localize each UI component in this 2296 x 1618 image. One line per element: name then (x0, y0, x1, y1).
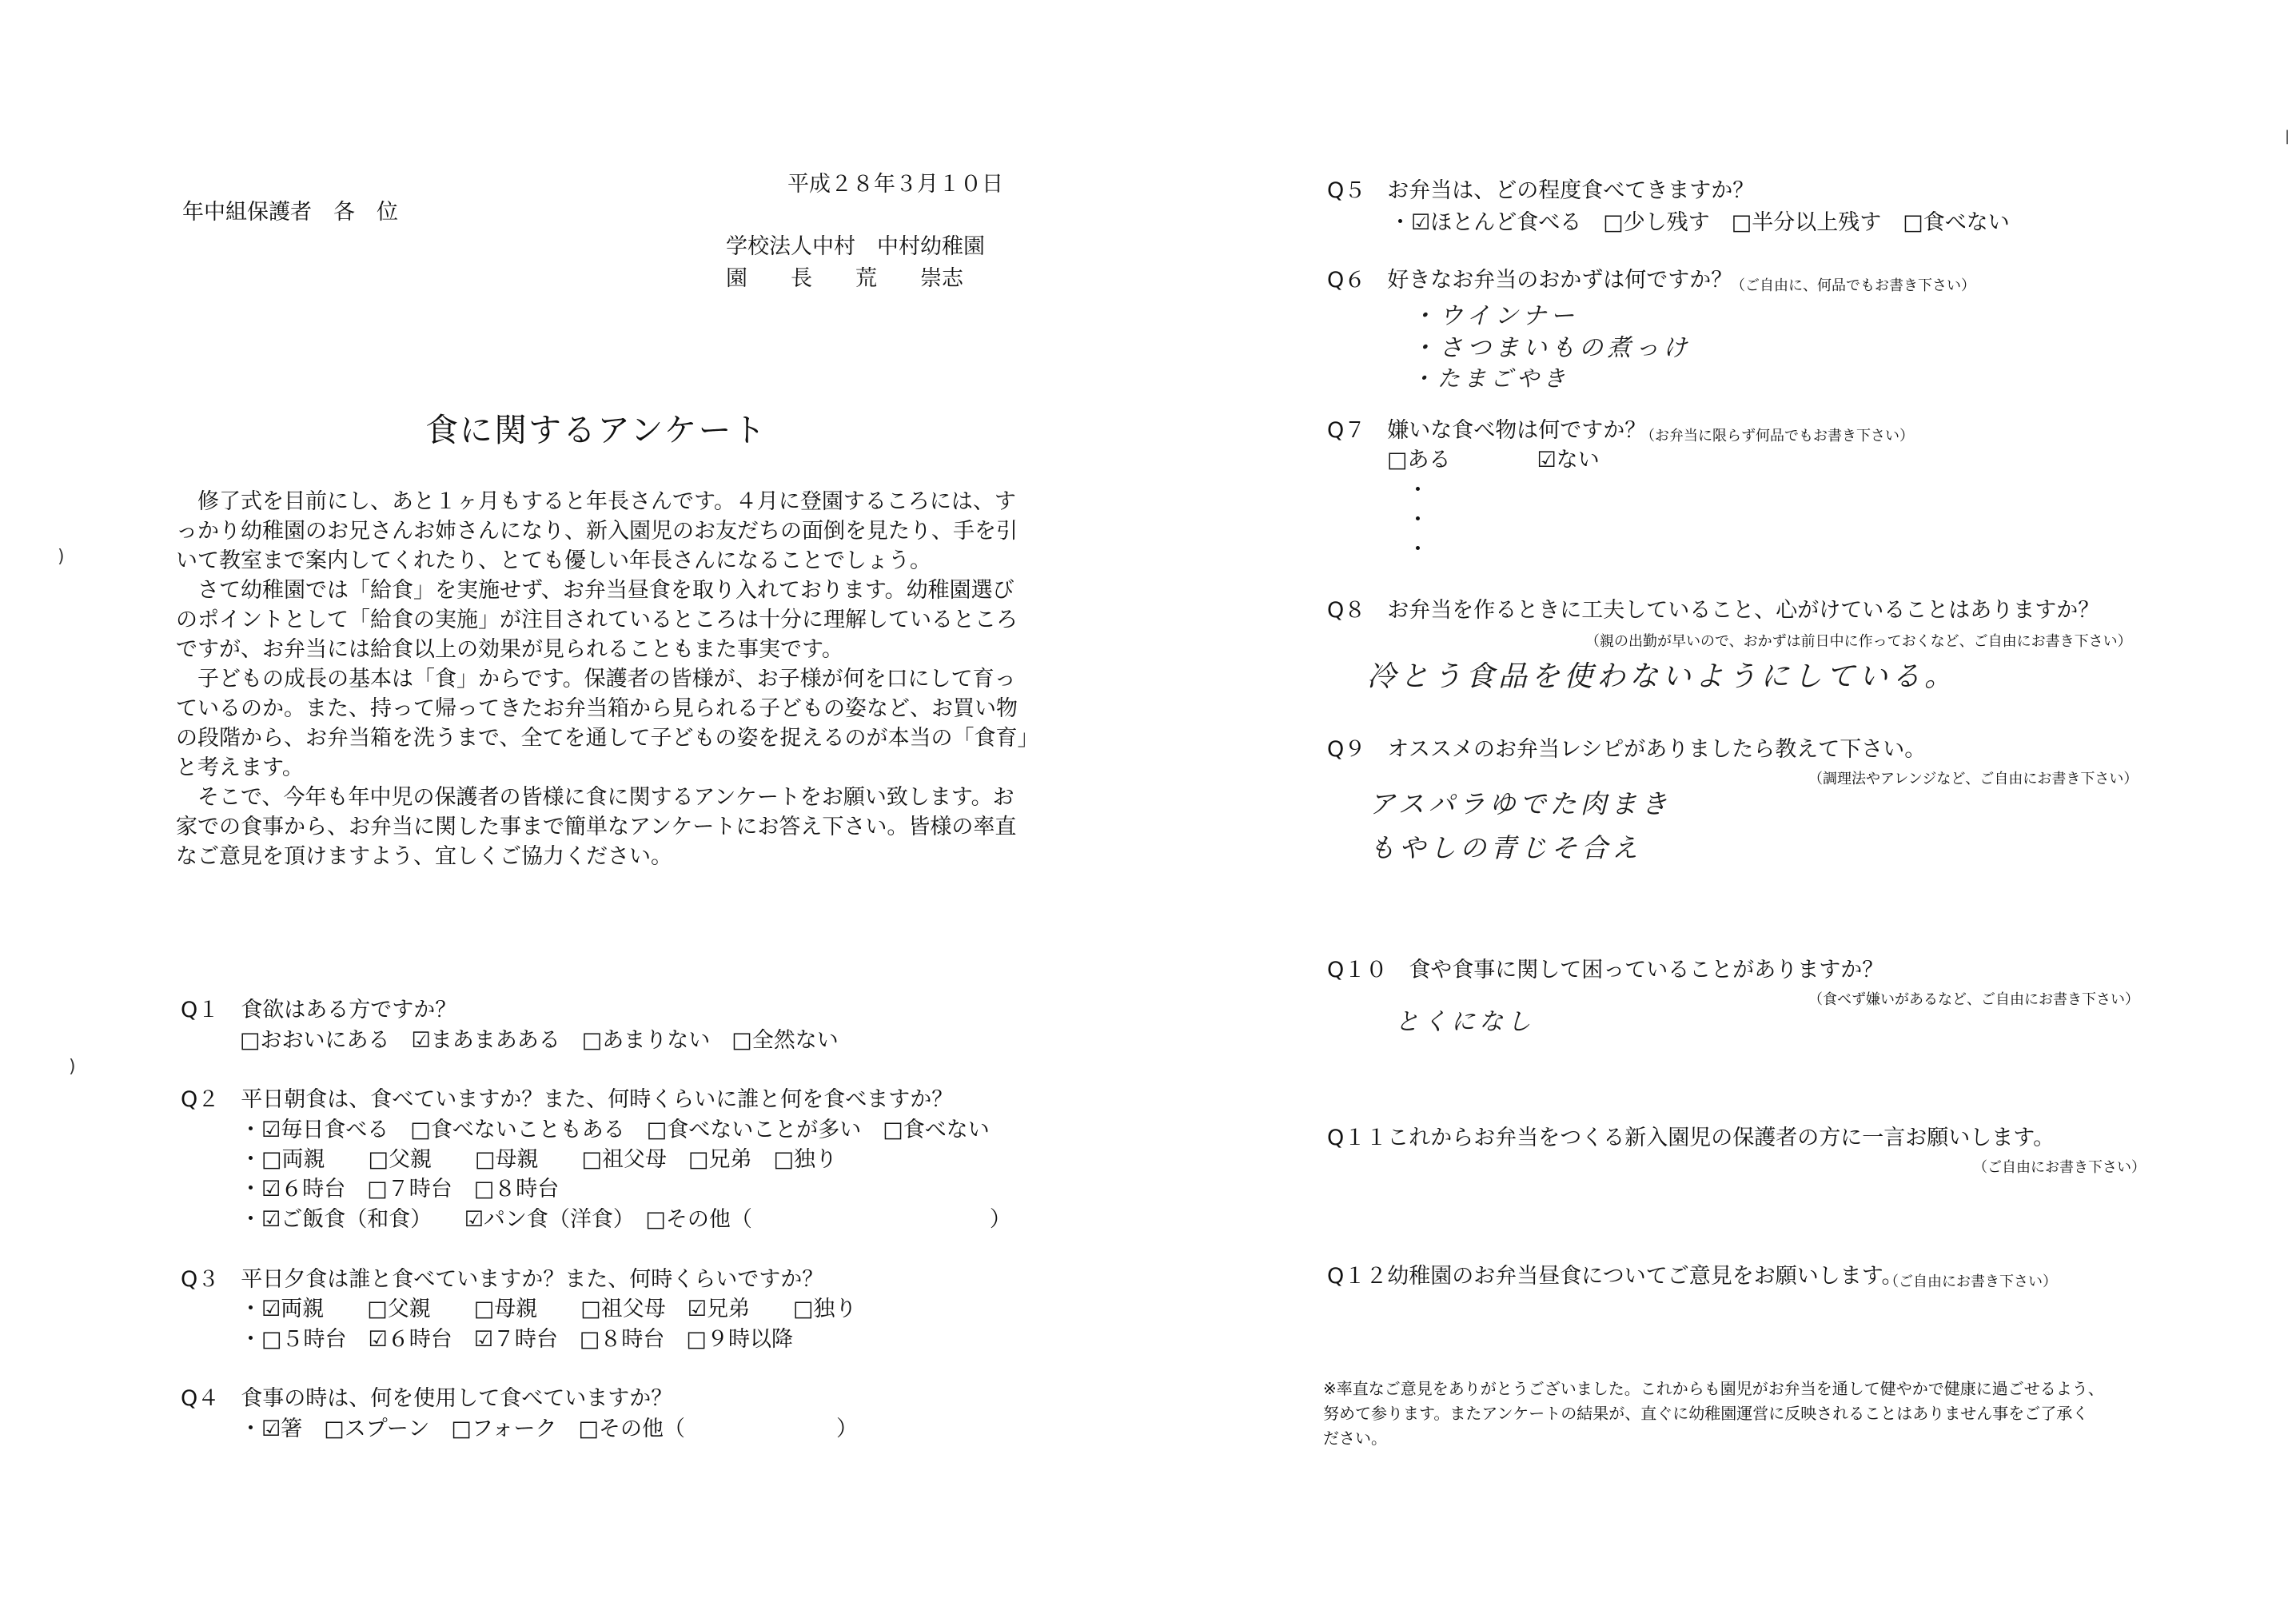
q8-label: Q８ お弁当を作るときに工夫していること、心がけていることはありますか？ (1327, 598, 2100, 623)
q2-line4[interactable]: ・☑ご飯食（和食） ☑パン食（洋食） □その他（ ） (240, 1207, 1011, 1232)
intro-line: 家での食事から、お弁当に関した事まで簡単なアンケートにお答え下さい。皆様の率直 (176, 815, 1017, 839)
q2-line1[interactable]: ・☑毎日食べる □食べないこともある □食べないことが多い □食べない (240, 1118, 990, 1142)
q4-line1[interactable]: ・☑箸 □スプーン □フォーク □その他（ ） (240, 1417, 859, 1441)
school-name: 学校法人中村 中村幼稚園 (726, 234, 985, 259)
q1-options[interactable]: □おおいにある ☑まあまあある □あまりない □全然ない (240, 1028, 839, 1053)
q12-label: Q１２幼稚園のお弁当昼食についてご意見をお願いします。 (1327, 1264, 1903, 1289)
q12-note: （ご自由にお書き下さい） (1884, 1273, 2057, 1290)
scan-mark: ) (69, 1057, 76, 1077)
q9-answer-2: もやしの青じそ合え (1369, 832, 1642, 863)
q1-label: Q１ 食欲はある方ですか？ (181, 998, 457, 1022)
q3-label: Q３ 平日夕食は誰と食べていますか？また、何時くらいですか？ (181, 1267, 824, 1292)
q6-answer-3: ・たまごやき (1411, 365, 1570, 392)
intro-line: そこで、今年も年中児の保護者の皆様に食に関するアンケートをお願い致します。お (176, 785, 1014, 810)
q10-note: （食べず嫌いがあるなど、ご自由にお書き下さい） (1808, 991, 2139, 1008)
intro-line: ているのか。また、持って帰ってきたお弁当箱から見られる子どもの姿など、お買い物 (176, 696, 1018, 721)
q7-bullet: ・ (1407, 478, 1429, 503)
q9-answer-1: アスパラゆでた肉まき (1369, 788, 1672, 819)
q5-label: Q５ お弁当は、どの程度食べてきますか？ (1327, 178, 1755, 203)
intro-line: の段階から、お弁当箱を洗うまで、全てを通して子どもの姿を捉えるのが本当の「食育」 (176, 726, 1039, 751)
intro-line: 子どもの成長の基本は「食」からです。保護者の皆様が、お子様が何を口にして育っ (176, 667, 1016, 691)
page-title: 食に関するアンケート (425, 411, 767, 449)
document-date: 平成２８年３月１０日 (787, 172, 1003, 197)
scan-mark: | (2285, 128, 2290, 145)
q8-note: （親の出勤が早いので、おかずは前日中に作っておくなど、ご自由にお書き下さい） (1585, 633, 2132, 650)
intro-paragraph (176, 487, 1038, 871)
intro-line: なご意見を頂けますよう、宜しくご協力ください。 (176, 844, 672, 869)
footer-line: ださい。 (1323, 1429, 1387, 1448)
q2-line3[interactable]: ・☑６時台 □７時台 □８時台 (240, 1177, 560, 1202)
intro-line: 修了式を目前にし、あと１ヶ月もすると年長さんです。４月に登園するころには、す (176, 489, 1016, 514)
footer-line: 努めて参ります。またアンケートの結果が、直ぐに幼稚園運営に反映されることはありません事をご了承く (1323, 1404, 2089, 1423)
q2-line2[interactable]: ・□両親 □父親 □母親 □祖父母 □兄弟 □独り (240, 1147, 838, 1172)
intro-line: いて教室まで案内してくれたり、とても優しい年長さんになることでしょう。 (176, 548, 931, 573)
q3-line2[interactable]: ・□５時台 ☑６時台 ☑７時台 □８時台 □９時以降 (240, 1327, 793, 1352)
q6-answer-2: ・さつまいもの煮っけ (1411, 334, 1691, 362)
intro-line: と考えます。 (176, 755, 304, 780)
q10-label: Q１０ 食や食事に関して困っていることがありますか？ (1327, 958, 1884, 982)
q8-answer: 冷とう食品を使わないようにしている。 (1367, 660, 1958, 693)
q6-note: （ご自由に、何品でもお書き下さい） (1731, 277, 1975, 294)
q7-note: （お弁当に限らず何品でもお書き下さい） (1640, 428, 1914, 444)
q9-note: （調理法やアレンジなど、ご自由にお書き下さい） (1808, 771, 2139, 787)
intro-line: ですが、お弁当には給食以上の効果が見られることもまた事実です。 (176, 637, 843, 662)
intro-line: っかり幼稚園のお兄さんお姉さんになり、新入園児のお友だちの面倒を見たり、手を引 (176, 519, 1018, 544)
q3-line1[interactable]: ・☑両親 □父親 □母親 □祖父母 ☑兄弟 □独り (240, 1297, 857, 1321)
q6-answer-1: ・ウインナー (1411, 302, 1579, 330)
q7-label: Q７ 嫌いな食べ物は何ですか？ (1327, 418, 1647, 443)
q6-label: Q６ 好きなお弁当のおかずは何ですか？ (1327, 268, 1733, 293)
intro-line: のポイントとして「給食の実施」が注目されているところは十分に理解しているところ (176, 608, 1018, 632)
footer-note (1323, 1377, 2104, 1451)
q7-options[interactable]: □ある ☑ない (1387, 448, 1600, 472)
intro-line: さて幼稚園では「給食」を実施せず、お弁当昼食を取り入れております。幼稚園選び (176, 578, 1014, 603)
q2-label: Q２ 平日朝食は、食べていますか？また、何時くらいに誰と何を食べますか？ (181, 1087, 954, 1112)
q10-answer: とくになし (1395, 1008, 1535, 1036)
q7-bullet: ・ (1407, 537, 1429, 562)
scan-mark: ) (58, 547, 65, 567)
q4-label: Q４ 食事の時は、何を使用して食べていますか？ (181, 1386, 673, 1411)
principal-name: 園 長 荒 崇志 (726, 266, 963, 291)
q9-label: Q９ オススメのお弁当レシピがありましたら教えて下さい。 (1327, 737, 1927, 762)
footer-line: ※率直なご意見をありがとうございました。これからも園児がお弁当を通して健やかで健康に過ごせるよう、 (1323, 1379, 2104, 1398)
q5-line1[interactable]: ・☑ほとんど食べる □少し残す □半分以上残す □食べない (1389, 210, 2010, 235)
addressee: 年中組保護者 各 位 (182, 200, 398, 225)
q7-bullet: ・ (1407, 508, 1429, 532)
q11-label: Q１１これからお弁当をつくる新入園児の保護者の方に一言お願いします。 (1327, 1126, 2055, 1150)
q11-note: （ご自由にお書き下さい） (1973, 1159, 2146, 1176)
